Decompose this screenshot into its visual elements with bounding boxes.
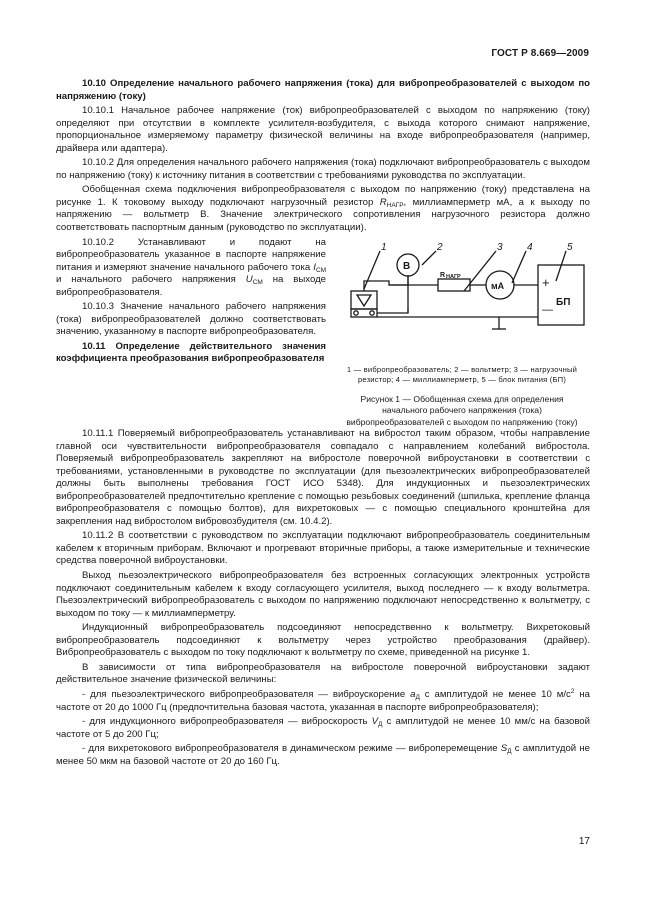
- leader-line-1: [364, 251, 380, 289]
- resistor-sub-label: НАГР: [446, 273, 461, 280]
- paragraph-10-11-1: 10.11.1 Поверяемый вибропреобразователь устанавливают на вибростол таким образом, чтобы направление главной оси чувствительности вибропреобразователя совпадало с направлением колебаний вибростола. Поверяемый вибропреобразователь закрепляют на вибростоле поверочной виброустановки в соответствии с требованиями, установленными в руководстве по эксплуатации (для пьезоэлектрических вибропреобразователей должны быть выполнены требования ГОСТ ИСО 5348). Для индукционных и пьезоэлектрических вибропреобразователей предпочтительно крепление с помощью резьбовых соединений (шпилька, крепление фланца вибропреобразователя с помощью болтов), для вихретоковых — с помощью специального кронштейна для закрепления над вибростолом вибровозбудителя (см. 10.4.2).: [56, 428, 590, 527]
- label-5: 5: [567, 241, 573, 253]
- paragraph-10-10-1: 10.10.1 Начальное рабочее напряжение (ток) вибропреобразователей с выходом по напряжению (току) определяют при отсутствии в комплекте усилителя-возбудителя, с выхода которого снимают напряжение, пропорциональное измеряемому параметру физической величины на входе вибропреобразователя (например, драйвера или адаптера).: [56, 105, 590, 154]
- text-column-left: [56, 237, 326, 368]
- label-3: 3: [497, 241, 503, 253]
- bullet-inductive: - для индукционного вибропреобразователя — виброскорость $V_Д$ с амплитудой не менее 10 мм/с на базовой частоте от 5 до 200 Гц;: [56, 716, 590, 740]
- paragraph-inductive: Индукционный вибропреобразователь подсоединяют непосредственно к вольтметру. Вихретоковый вибропреобразователь подсоединяют к вольтметру через устройство преобразования (драйвер). Вибропреобразователь с выходом по току подключают к вольтметру по схеме, приведенной на рисунке 1.: [56, 622, 590, 659]
- psu-label: БП: [556, 296, 571, 308]
- psu-minus: —: [542, 303, 553, 316]
- paragraph-scheme: Обобщенная схема подключения вибропреобразователя с выходом по напряжению (току) представлена на рисунке 1. К токовому выходу подключают нагрузочный резистор $R_{НАГР}$, миллиамперметр мА, а к выходу по напряжению — вольтметр В. Значение электрического сопротивления нагрузочного резистора должно соответствовать паспортным данным (руководство по эксплуатации).: [56, 184, 590, 234]
- page-body: [56, 78, 590, 770]
- paragraph-10-10-3: 10.10.3 Значение начального рабочего напряжения (тока) вибропреобразователей должно соответствовать значению, указанному в паспорте вибропреобразователя.: [56, 301, 326, 338]
- figure-1: [334, 239, 590, 428]
- circuit-diagram: [334, 239, 590, 357]
- paragraph-10-10-2b: 10.10.2 Устанавливают и подают на вибропреобразователь указанное в паспорте напряжение питания и измеряют значение начального рабочего тока $I_{СМ}$ и начального рабочего напряжения $U_{СМ}$ на выходе вибропреобразователя.: [56, 236, 327, 298]
- wire-top: [364, 281, 408, 291]
- ammeter-label: мА: [491, 280, 505, 291]
- leader-line-5: [556, 251, 566, 281]
- psu-plus: +: [542, 274, 550, 290]
- leader-line-2: [422, 251, 436, 265]
- sensor-terminal-left: [354, 310, 358, 314]
- paragraph-piezo: Выход пьезоэлектрического вибропреобразователя без встроенных согласующих электронных устройств подключают соединительным кабелем к входу согласующего усилителя, выход последнего — к входу вольтметра. Пьезоэлектрический вибропреобразователь с выходом по напряжению подключают непосредственно к вольтметру, с выходом по току — к миллиамперметру.: [56, 570, 590, 619]
- document-header: ГОСТ Р 8.669—2009: [491, 48, 589, 59]
- label-2: 2: [437, 241, 443, 253]
- leader-line-4: [512, 251, 526, 283]
- voltmeter-label: В: [403, 260, 411, 272]
- paragraph-depend: В зависимости от типа вибропреобразователя на вибростоле поверочной виброустановки задают действительное значение физической величины:: [56, 661, 590, 686]
- label-1: 1: [381, 241, 387, 253]
- paragraph-10-11-2: 10.11.2 В соответствии с руководством по эксплуатации подключают вибропреобразователь соединительным кабелем к вторичным приборам. Включают и прогревают вторичные приборы, а также измерительные и технические средства поверочной виброустановки.: [56, 530, 590, 567]
- bullet-piezo: - для пьезоэлектрического вибропреобразователя — виброускорение $a_Д$ с амплитудой не менее 10 $м/с^2$ на частоте от 20 до 1000 Гц (предпочтительна базовая частота, указанная в паспорте вибропреобразователя);: [56, 687, 590, 713]
- paragraph-10-10-2a: 10.10.2 Для определения начального рабочего напряжения (тока) подключают вибропреобразователь с выходом по напряжению (току) к источнику питания в соответствии с требованиями руководства по эксплуатации.: [56, 157, 590, 181]
- figure-caption: Рисунок 1 — Обобщенная схема для определения начального рабочего напряжения (тока) вибропреобразователей с выходом по напряжению (току): [346, 393, 578, 427]
- resistor-label: R: [440, 271, 446, 279]
- page-number: 17: [578, 836, 590, 847]
- psu-box: [538, 265, 584, 325]
- section-10-11-title: 10.11 Определение действительного значения коэффициента преобразования вибропреобразователя: [56, 340, 326, 365]
- figure-legend: 1 — вибропреобразователь; 2 — вольтметр; 3 — нагрузочный резистор; 4 — миллиамперметр, 5 — блок питания (БП): [346, 365, 578, 385]
- wire-bottom-v: [377, 309, 408, 313]
- sensor-triangle-symbol: [357, 295, 371, 306]
- sensor-terminal-right: [370, 310, 374, 314]
- bullet-eddy: - для вихретокового вибропреобразователя в динамическом режиме — виброперемещение $S_Д$ с амплитудой не менее 50 мкм на базовой частоте от 20 до 160 Гц.: [56, 743, 591, 767]
- label-4: 4: [527, 241, 533, 253]
- section-10-10-title: 10.10 Определение начального рабочего напряжения (тока) для вибропреобразователей с выходом по напряжению (току): [56, 78, 590, 102]
- sensor-base: [351, 309, 377, 317]
